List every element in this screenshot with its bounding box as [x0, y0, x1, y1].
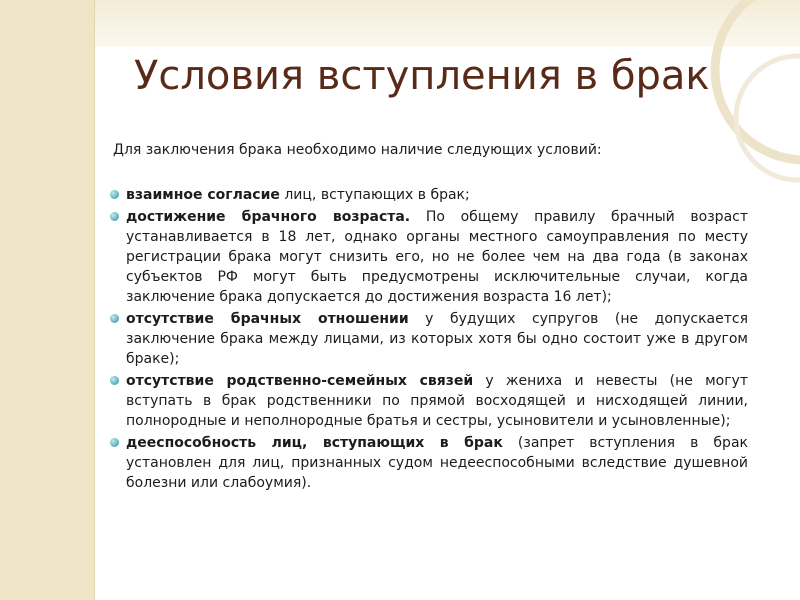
- slide-title: Условия вступления в брак: [134, 53, 710, 99]
- bullet-icon: [110, 438, 119, 447]
- left-decorative-band: [0, 0, 94, 600]
- condition-item-no-marriage: [112, 309, 748, 369]
- condition-term: взаимное согласие: [126, 187, 280, 203]
- condition-item-consent: [112, 185, 748, 205]
- condition-item-no-kinship: [112, 371, 748, 431]
- condition-text: (запрет вступления в брак установлен для лиц, признанных судом недееспособными вследствие душевной болезни или слабоумия).: [126, 435, 748, 491]
- band-divider: [94, 0, 95, 600]
- bullet-icon: [110, 314, 119, 323]
- condition-item-age: [112, 207, 748, 307]
- bullet-icon: [110, 212, 119, 221]
- condition-term: достижение брачного возраста.: [126, 209, 411, 225]
- condition-term: отсутствие брачных отношении: [126, 311, 409, 327]
- conditions-list: [112, 185, 748, 495]
- bullet-icon: [110, 190, 119, 199]
- condition-text: у будущих супругов (не допускается заключение брака между лицами, из которых хотя бы одно состоит уже в другом браке);: [126, 311, 748, 367]
- condition-text: лиц, вступающих в брак;: [279, 187, 470, 203]
- condition-text: По общему правилу брачный возраст устанавливается в 18 лет, однако органы местного самоуправления по месту регистрации брака могут снизить его, но не более чем на два года (в законах субъектов РФ могут быть предусмотрены исключительные случаи, когда заключение брака допускается до достижения возраста 16 лет);: [126, 209, 749, 305]
- bullet-icon: [110, 376, 119, 385]
- condition-item-capacity: [112, 433, 748, 493]
- condition-term: дееспособность лиц, вступающих в брак: [126, 435, 503, 451]
- condition-text: у жениха и невесты (не могут вступать в брак родственники по прямой восходящей и нисходящей линии, полнородные и неполнородные братья и сестры, усыновители и усыновленные);: [126, 373, 748, 429]
- condition-term: отсутствие родственно-семейных связей: [126, 373, 474, 389]
- intro-text: Для заключения брака необходимо наличие следующих условий:: [113, 142, 602, 158]
